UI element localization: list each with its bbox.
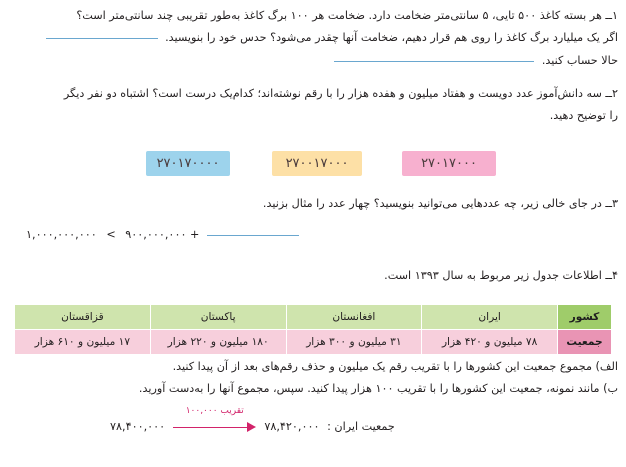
problem-2-line-1: ۲ــ سه دانش‌آموز عدد دویست و هفتاد میلیون و هفده هزار را با رقم نوشته‌اند؛ کدام‌یک درست است؟ اشتباه دو نفر دیگر	[63, 87, 618, 100]
problem-1-line-3	[8, 53, 618, 69]
inequality-left: ۱,۰۰۰,۰۰۰,۰۰۰	[26, 228, 97, 241]
arrow-line-icon	[173, 427, 249, 428]
table-cell-country: ایران	[422, 305, 558, 330]
problem-1-line-2	[8, 30, 618, 46]
answer-blank-guess[interactable]	[46, 38, 158, 39]
rounding-example	[110, 406, 395, 435]
option-badge-3: ۲۷۰۱۷۰۰۰۰	[146, 151, 230, 176]
option-badge-2: ۲۷۰۰۱۷۰۰۰	[272, 151, 362, 176]
answer-blank-calc[interactable]	[334, 61, 534, 62]
problem-2-line-2: را توضیح دهید.	[549, 109, 618, 122]
population-table	[14, 304, 612, 355]
inequality	[26, 228, 299, 241]
example-result: ۷۸,۴۰۰,۰۰۰	[110, 420, 166, 433]
problem-4-part-b: ب) مانند نمونه، جمعیت این کشورها را با تقریب ۱۰۰ هزار پیدا کنید. سپس، مجموع آنها را به‌دست آورید.	[138, 382, 618, 395]
table-header-population: جمعیت	[558, 330, 612, 355]
table-cell-population: ۷۸ میلیون و ۴۲۰ هزار	[422, 330, 558, 355]
table-row-countries	[15, 305, 612, 330]
problem-1-line-1: ۱ــ هر بسته کاغذ ۵۰۰ تایی، ۵ سانتی‌متر ضخامت دارد. ضخامت هر ۱۰۰ برگ کاغذ به‌طور تقریبی چند سانتی‌متر است؟	[76, 9, 618, 22]
table-row-population	[15, 330, 612, 355]
table-cell-population: ۳۱ میلیون و ۳۰۰ هزار	[286, 330, 422, 355]
inequality-right: ۹۰۰,۰۰۰,۰۰۰ +	[125, 228, 200, 241]
example-value: ۷۸,۴۲۰,۰۰۰	[264, 420, 320, 433]
problem-4-part-a: الف) مجموع جمعیت این کشورها را با تقریب رقم یک میلیون و حذف رقم‌های بعد از آن پیدا کنید.	[172, 360, 618, 373]
inequality-blank[interactable]	[207, 235, 299, 236]
problem-1-line-3-text: حالا حساب کنید.	[541, 54, 618, 67]
rounding-arrow-label: تقریب ۱۰۰,۰۰۰	[185, 406, 244, 416]
table-cell-country: افغانستان	[286, 305, 422, 330]
table-cell-population: ۱۷ میلیون و ۶۱۰ هزار	[15, 330, 151, 355]
table-cell-country: پاکستان	[150, 305, 286, 330]
table-cell-country: قزاقستان	[15, 305, 151, 330]
problem-4-line-1: ۴ــ اطلاعات جدول زیر مربوط به سال ۱۳۹۳ است.	[384, 269, 618, 282]
arrow-left-icon	[247, 422, 256, 432]
inequality-symbol: <	[106, 228, 116, 241]
table-cell-population: ۱۸۰ میلیون و ۲۲۰ هزار	[150, 330, 286, 355]
problem-1-line-2-text: اگر یک میلیارد برگ کاغذ را روی هم قرار دهیم، ضخامت آنها چقدر می‌شود؟ حدس خود را بنویسید.	[165, 31, 618, 44]
table-header-country: کشور	[558, 305, 612, 330]
option-badge-1: ۲۷۰۱۷۰۰۰	[402, 151, 496, 176]
problem-3-line-1: ۳ــ در جای خالی زیر، چه عددهایی می‌توانید بنویسید؟ چهار عدد را مثال بزنید.	[262, 197, 618, 210]
example-label: جمعیت ایران :	[327, 420, 395, 433]
rounding-arrow	[173, 406, 257, 435]
